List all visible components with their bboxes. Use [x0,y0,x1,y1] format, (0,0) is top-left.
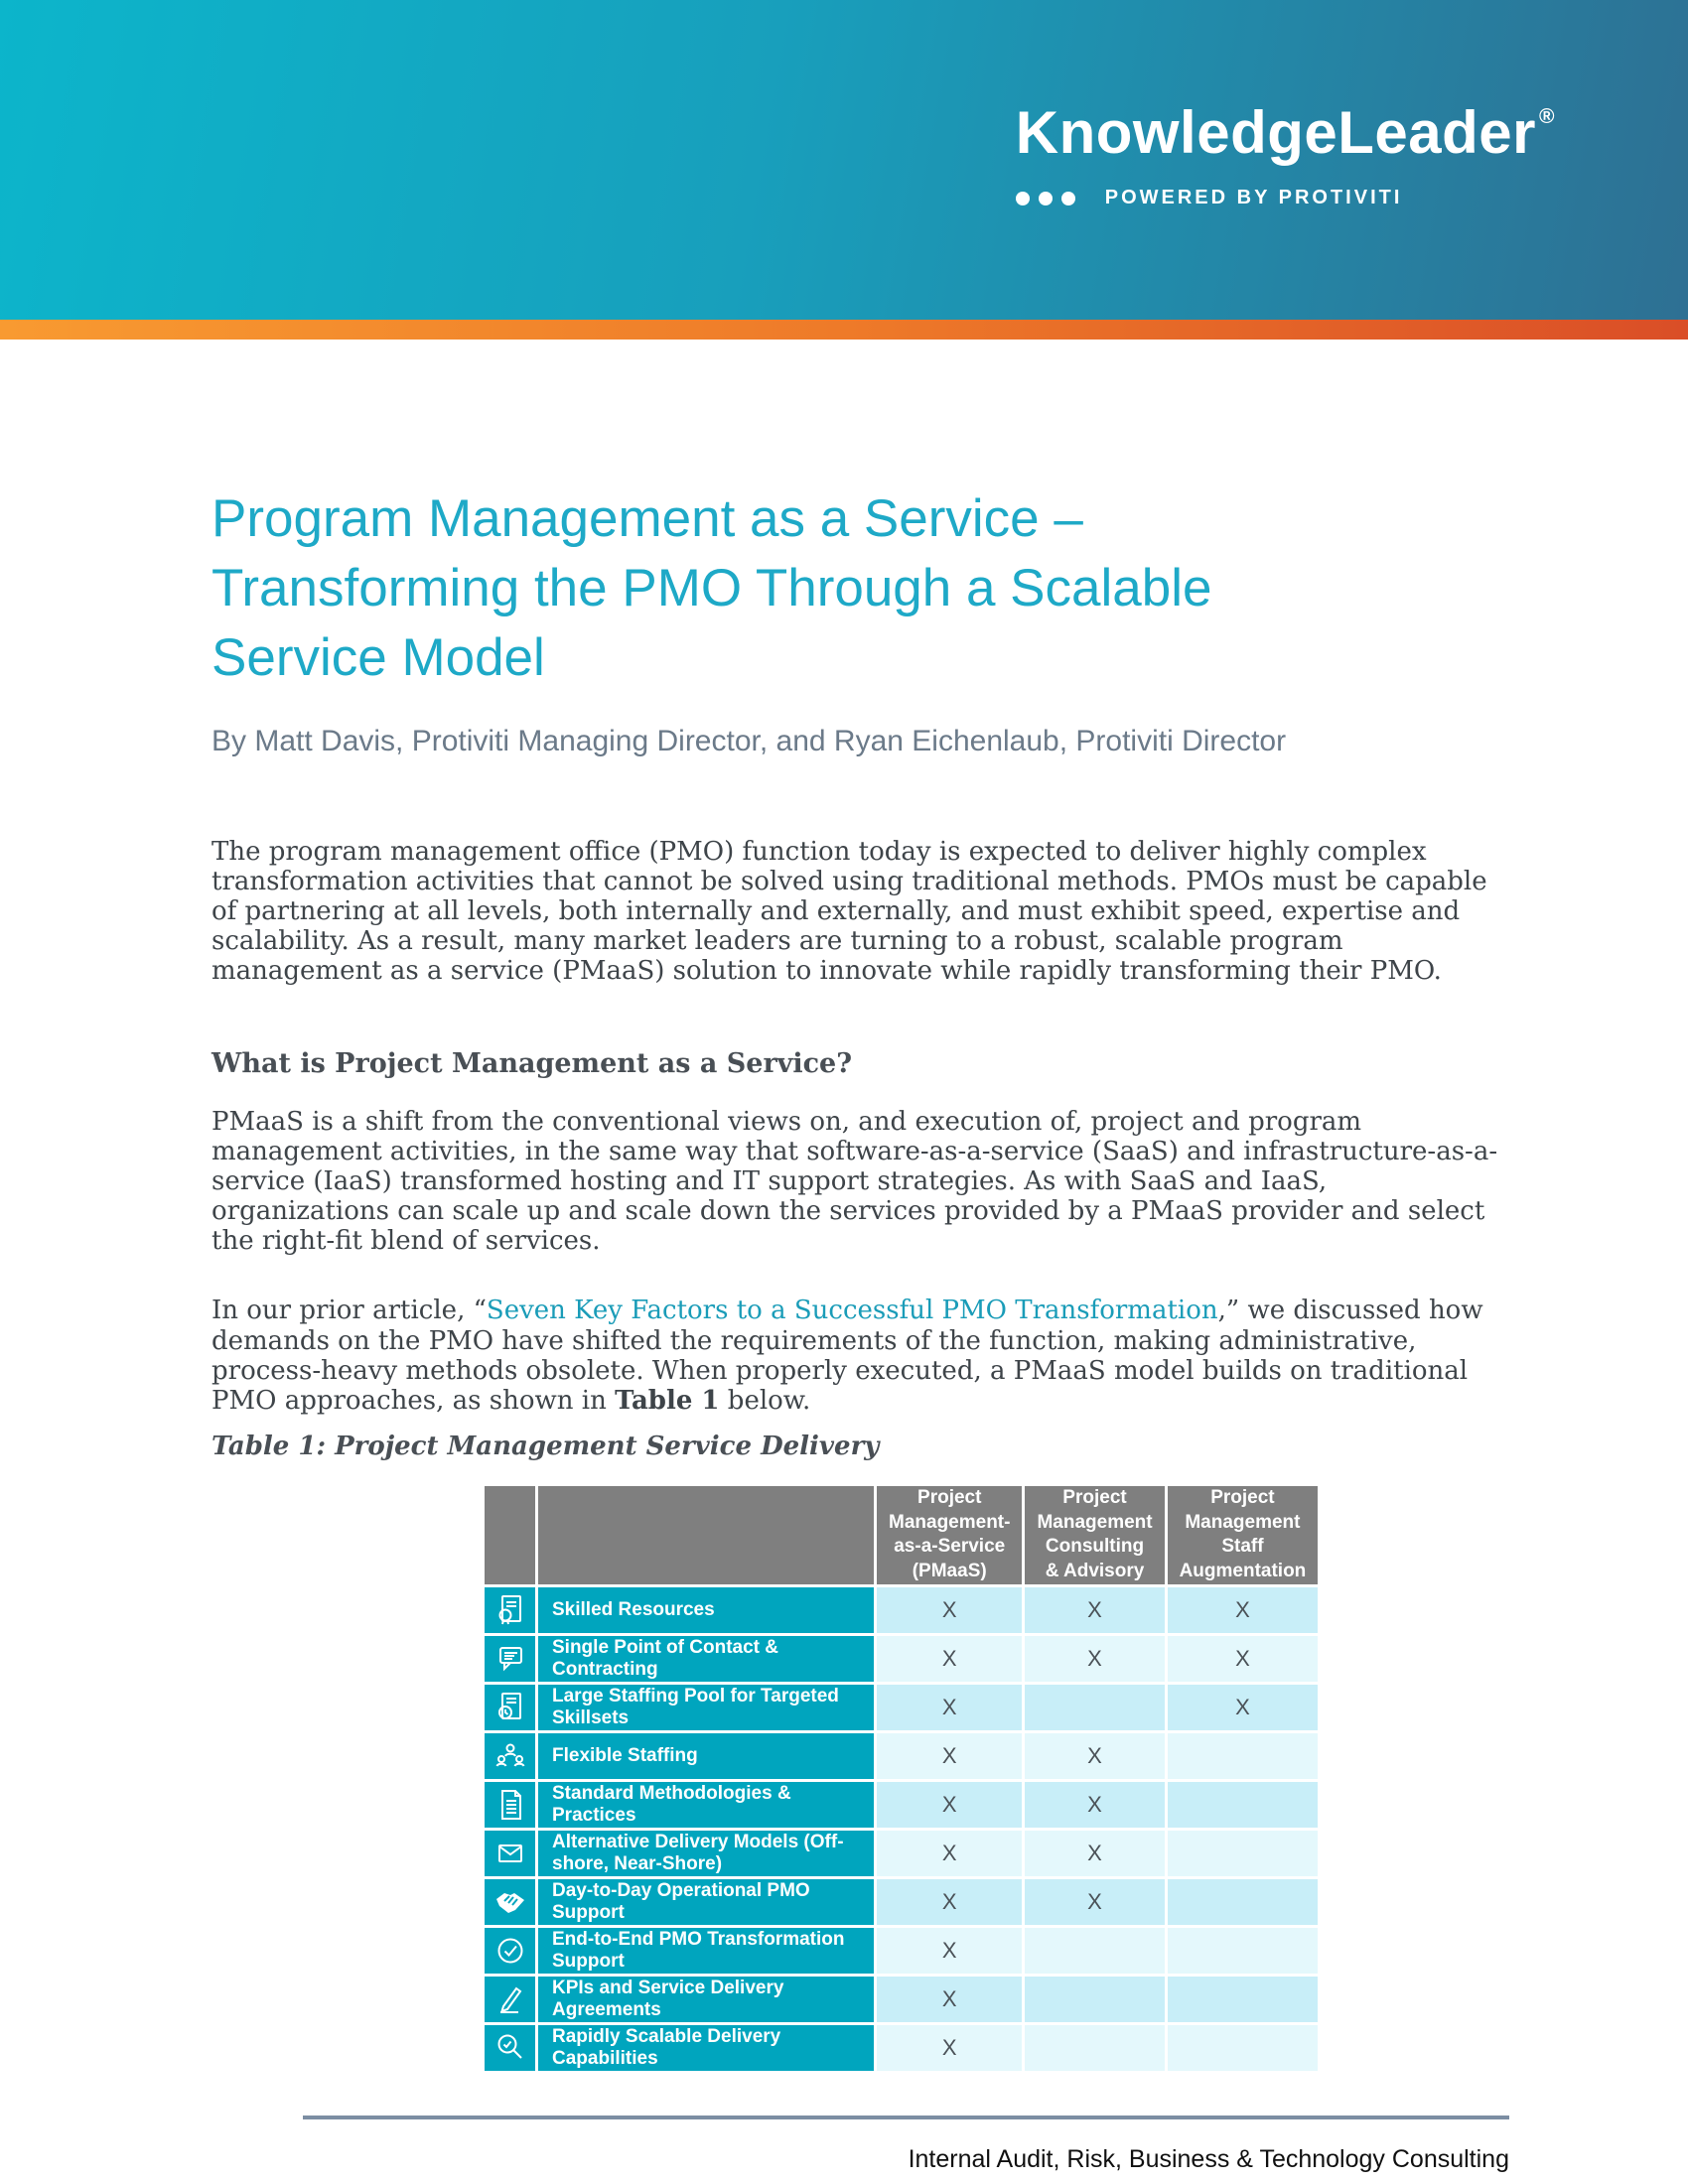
footer-tagline: Internal Audit, Risk, Business & Technology Consulting [908,2144,1509,2173]
skills-doc-icon [485,1685,535,1730]
table-row [485,1977,1318,2022]
table-row [485,1733,1318,1779]
paragraph-text: below. [719,1385,811,1416]
mark-consulting [1025,2025,1164,2071]
header-blank-icon-cell [485,1486,535,1584]
logo-tagline-row [1016,187,1555,209]
footer-divider [303,2116,1509,2119]
row-label: KPIs and Service Delivery Agreements [538,1977,874,2022]
column-header-consulting: Project Management Consulting & Advisory [1025,1486,1164,1584]
envelope-icon [485,1831,535,1876]
mark-consulting [1025,1928,1164,1974]
section-heading: What is Project Management as a Service? [211,1047,853,1079]
mark-pmaas: X [877,1831,1022,1876]
mark-pmaas: X [877,1879,1022,1925]
mark-staff-augmentation [1168,2025,1319,2071]
mark-consulting [1025,1685,1164,1730]
mark-pmaas: X [877,2025,1022,2071]
paragraph-text: ,” we discussed how demands on the PMO have shifted the requirements of the function, making administrative, process-heavy methods obsolete. When properly executed, a PMaaS model builds on traditional PMO approaches, as shown in [211,1296,1483,1416]
dot-icon [1039,192,1053,205]
registered-mark: ® [1539,105,1555,128]
mark-consulting: X [1025,1636,1164,1682]
byline: By Matt Davis, Protiviti Managing Director, and Ryan Eichenlaub, Protiviti Director [211,724,1287,757]
logo-text: KnowledgeLeader [1015,99,1537,166]
table-caption: Table 1: Project Management Service Delivery [211,1432,880,1462]
accent-bar [0,320,1688,340]
pmo-transformation-link[interactable]: Seven Key Factors to a Successful PMO Transformation [486,1296,1218,1326]
dot-icon [1061,192,1075,205]
table-row [485,1831,1318,1876]
pmaas-paragraph: PMaaS is a shift from the conventional views on, and execution of, project and program management activities, in the same way that software-as-a-service (SaaS) and infrastructure-as-a-service (IaaS) transformed hosting and IT support strategies. As with SaaS and IaaS, organizations can scale up and scale down the services provided by a PMaaS provider and select the right-fit blend of services. [211,1106,1498,1257]
mark-pmaas: X [877,1782,1022,1828]
column-header-pmaas: Project Management-as-a-Service (PMaaS) [877,1486,1022,1584]
mark-pmaas: X [877,1977,1022,2022]
mark-pmaas: X [877,1928,1022,1974]
header-blank-label-cell [538,1486,874,1584]
row-label: Day-to-Day Operational PMO Support [538,1879,874,1925]
mark-staff-augmentation [1168,1782,1319,1828]
mark-staff-augmentation [1168,1733,1319,1779]
people-icon [485,1733,535,1779]
table-row [485,1782,1318,1828]
paragraph-text: In our prior article, “ [211,1296,487,1326]
mark-pmaas: X [877,1587,1022,1633]
document-icon [485,1782,535,1828]
certificate-icon [485,1587,535,1633]
check-circle-icon [485,1928,535,1974]
masthead [0,0,1688,320]
powered-by-protiviti-label: POWERED BY PROTIVITI [1104,187,1403,208]
table-row [485,1928,1318,1974]
prior-article-paragraph [211,1296,1502,1416]
mark-pmaas: X [877,1733,1022,1779]
row-label: Flexible Staffing [538,1733,874,1779]
pen-icon [485,1977,535,2022]
mark-pmaas: X [877,1636,1022,1682]
column-header-staff-augmentation: Project Management Staff Augmentation [1168,1486,1319,1584]
mark-staff-augmentation: X [1168,1685,1319,1730]
article-content [0,484,1688,2074]
mark-consulting: X [1025,1879,1164,1925]
mark-pmaas: X [877,1685,1022,1730]
intro-paragraph: The program management office (PMO) function today is expected to deliver highly complex transformation activities that cannot be solved using traditional methods. PMOs must be capable of partnering at all levels, both internally and externally, and must exhibit speed, expertise and scalability. As a result, many market leaders are turning to a robust, scalable program management as a service (PMaaS) solution to innovate while rapidly transforming their PMO. [211,836,1487,987]
mark-consulting [1025,1977,1164,2022]
table-row [485,2025,1318,2071]
row-label: End-to-End PMO Transformation Support [538,1928,874,1974]
row-label: Skilled Resources [538,1587,874,1633]
table-row [485,1636,1318,1682]
table-row [485,1685,1318,1730]
dot-icon [1016,192,1030,205]
row-label: Large Staffing Pool for Targeted Skillsets [538,1685,874,1730]
page-title: Program Management as a Service – Transforming the PMO Through a Scalable Service Model [211,489,1212,687]
row-label: Single Point of Contact & Contracting [538,1636,874,1682]
table-row [485,1587,1318,1633]
knowledgeleader-logo [1015,99,1555,209]
magnifier-icon [485,2025,535,2071]
mark-consulting: X [1025,1587,1164,1633]
three-dots-icon [1016,192,1075,205]
mark-staff-augmentation [1168,1977,1319,2022]
row-label: Rapidly Scalable Delivery Capabilities [538,2025,874,2071]
mark-staff-augmentation [1168,1831,1319,1876]
logo-wordmark [1015,99,1555,166]
mark-consulting: X [1025,1733,1164,1779]
row-label: Standard Methodologies & Practices [538,1782,874,1828]
handshake-icon [485,1879,535,1925]
mark-staff-augmentation: X [1168,1587,1319,1633]
chat-icon [485,1636,535,1682]
mark-staff-augmentation [1168,1928,1319,1974]
table-header-row [485,1486,1318,1584]
mark-staff-augmentation: X [1168,1636,1319,1682]
row-label: Alternative Delivery Models (Off-shore, Near-Shore) [538,1831,874,1876]
mark-staff-augmentation [1168,1879,1319,1925]
service-delivery-table [482,1483,1321,2074]
table-row [485,1879,1318,1925]
table-1-reference: Table 1 [615,1385,720,1416]
mark-consulting: X [1025,1831,1164,1876]
mark-consulting: X [1025,1782,1164,1828]
